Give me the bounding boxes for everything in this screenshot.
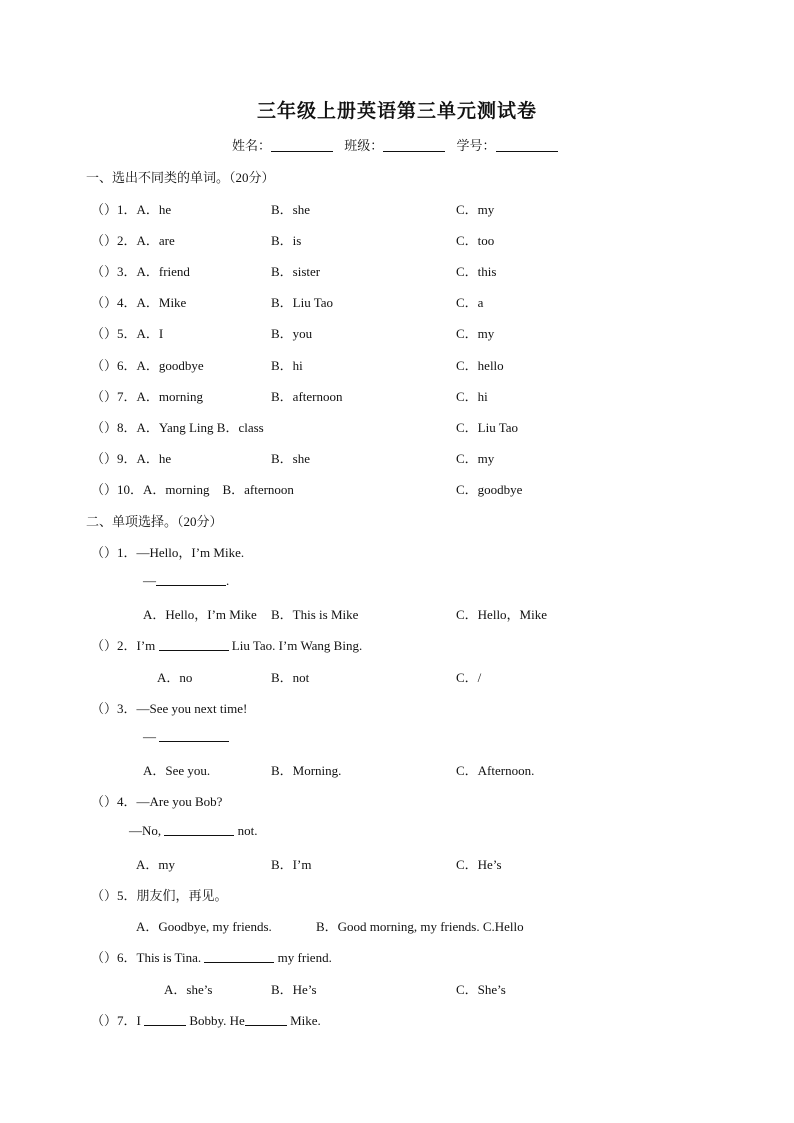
q1-options	[0, 604, 794, 622]
option-c: C．my	[456, 326, 495, 341]
section1-heading: 一、选出不同类的单词。（20分）	[86, 170, 275, 185]
option-b: B．not	[271, 670, 310, 685]
option-b: B．Good morning, my friends. C.Hello	[316, 919, 524, 934]
option-c: C．too	[456, 233, 495, 248]
q7-question: （）7．I Bobby. He Mike.	[91, 1013, 321, 1028]
option-b: B．This is Mike	[271, 607, 359, 622]
q3-answer-line: —	[143, 729, 229, 745]
q4-question: （）4．—Are you Bob?	[91, 794, 223, 809]
option-b: B．you	[271, 326, 313, 341]
option-b: B．sister	[271, 264, 321, 279]
answer-blank	[159, 730, 229, 742]
question-row	[0, 323, 794, 341]
q2-options	[0, 667, 794, 685]
question-text: （）1．A．he	[91, 202, 172, 217]
option-c: C．goodbye	[456, 482, 523, 497]
question-text: （）4．A．Mike	[91, 295, 187, 310]
question-text: （）3．A．friend	[91, 264, 190, 279]
name-blank	[271, 139, 333, 152]
class-label: 班级：	[344, 138, 384, 153]
option-c: C．Hello，Mike	[456, 607, 547, 622]
option-b: B．she	[271, 451, 311, 466]
option-c: C．She’s	[456, 982, 506, 997]
option-b: B．is	[271, 233, 302, 248]
question-text: （）7．A．morning	[91, 389, 203, 404]
question-row	[0, 479, 794, 497]
question-text: （）10．A．morning B．afternoon	[91, 482, 294, 497]
option-a: A．she’s	[164, 982, 213, 997]
class-blank	[383, 139, 445, 152]
q2-question: （）2．I’m Liu Tao. I’m Wang Bing.	[91, 638, 363, 653]
question-row	[0, 199, 794, 217]
option-b: B．He’s	[271, 982, 317, 997]
answer-blank	[159, 639, 229, 651]
q6-question: （）6．This is Tina. my friend.	[91, 950, 332, 965]
q3-options	[0, 760, 794, 778]
option-b: B．I’m	[271, 857, 312, 872]
option-b: B．Morning.	[271, 763, 342, 778]
q1-answer-line: — .	[143, 573, 230, 588]
page-title: 三年级上册英语第三单元测试卷	[256, 101, 537, 122]
option-c: C．hi	[456, 389, 488, 404]
question-text: （）2．A．are	[91, 233, 175, 248]
answer-blank	[144, 1014, 186, 1026]
id-label: 学号：	[456, 138, 496, 153]
option-c: C．Afternoon.	[456, 763, 535, 778]
option-a: A．my	[136, 857, 176, 872]
name-label: 姓名：	[232, 138, 272, 153]
option-c: C．this	[456, 264, 497, 279]
q4-answer-line: —No, not.	[129, 823, 258, 838]
question-row	[0, 230, 794, 248]
option-c: C．my	[456, 202, 495, 217]
answer-blank	[156, 574, 226, 586]
student-info-line	[232, 135, 566, 154]
option-c: C．/	[456, 670, 482, 685]
question-row	[0, 386, 794, 404]
question-text: （）9．A．he	[91, 451, 172, 466]
q5-options	[0, 916, 794, 934]
option-b: B．Liu Tao	[271, 295, 334, 310]
option-c: C．Liu Tao	[456, 420, 519, 435]
id-blank	[496, 139, 558, 152]
option-b: B．afternoon	[271, 389, 343, 404]
option-c: C．hello	[456, 358, 504, 373]
option-c: C．my	[456, 451, 495, 466]
q1-question: （）1．—Hello，I’m Mike.	[91, 545, 245, 560]
option-b: B．she	[271, 202, 311, 217]
answer-blank	[204, 951, 274, 963]
option-b: B．hi	[271, 358, 303, 373]
question-row	[0, 292, 794, 310]
option-a: A．no	[157, 670, 193, 685]
q5-question: （）5．朋友们，再见。	[91, 888, 228, 903]
question-row	[0, 417, 794, 435]
question-row	[0, 448, 794, 466]
option-a: A．See you.	[143, 763, 211, 778]
question-text: （）6．A．goodbye	[91, 358, 204, 373]
answer-blank	[245, 1014, 287, 1026]
q3-question: （）3．—See you next time!	[91, 701, 248, 716]
question-text: （）5．A．I	[91, 326, 164, 341]
answer-blank	[164, 824, 234, 836]
option-c: C．He’s	[456, 857, 502, 872]
question-row	[0, 355, 794, 373]
question-text: （）8．A．Yang Ling B．class	[91, 420, 264, 435]
option-c: C．a	[456, 295, 484, 310]
section2-heading: 二、单项选择。（20分）	[86, 514, 223, 529]
option-a: A．Hello，I’m Mike	[143, 607, 257, 622]
option-a: A．Goodbye, my friends.	[136, 919, 272, 934]
question-row	[0, 261, 794, 279]
q6-options	[0, 979, 794, 997]
q4-options	[0, 854, 794, 872]
